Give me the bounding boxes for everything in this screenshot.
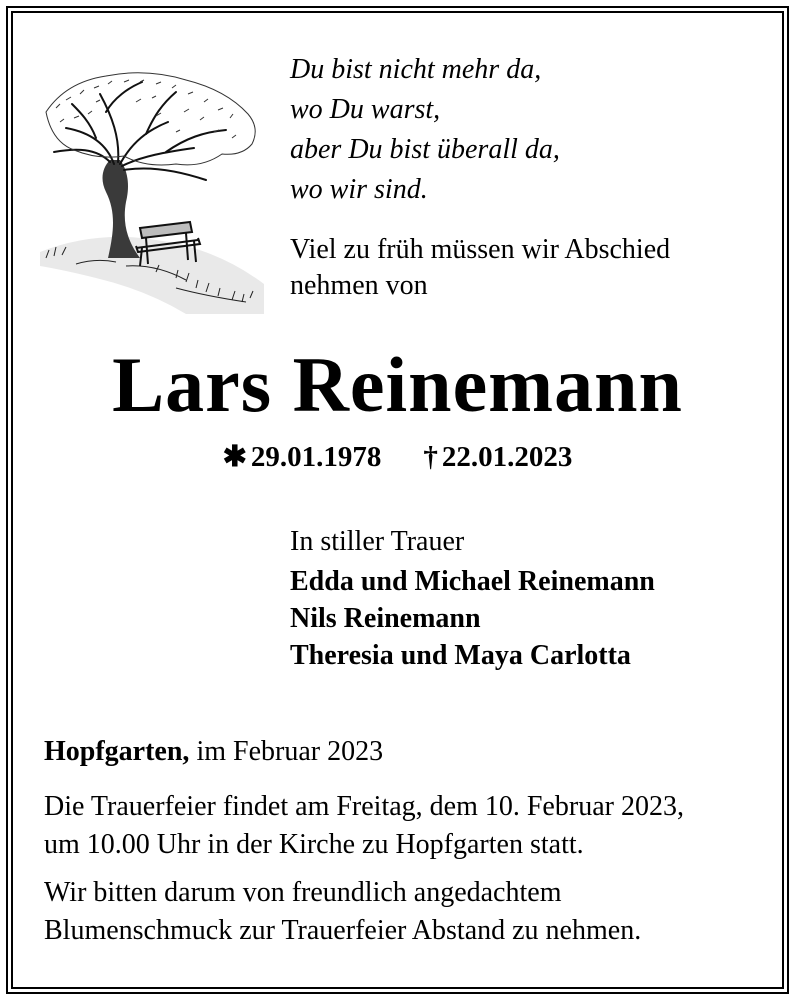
death-date: 22.01.2023	[441, 441, 573, 473]
birth-star-icon: ✱	[222, 441, 247, 473]
request-line: Blumenschmuck zur Trauerfeier Abstand zu nehmen.	[44, 915, 642, 946]
ceremony-notice	[44, 788, 684, 864]
mourners-block	[290, 523, 655, 674]
death-cross-icon: †	[423, 441, 438, 473]
poem	[290, 50, 560, 210]
mourners-heading: In stiller Trauer	[290, 526, 465, 557]
mourner-name: Nils Reinemann	[290, 603, 481, 634]
mourner-name: Theresia und Maya Carlotta	[290, 640, 631, 671]
poem-line: Du bist nicht mehr da,	[290, 54, 542, 85]
place-date: im Februar 2023	[196, 736, 384, 767]
ceremony-line: um 10.00 Uhr in der Kirche zu Hopfgarten statt.	[44, 829, 584, 860]
birth-date: 29.01.1978	[250, 441, 382, 473]
ceremony-line: Die Trauerfeier findet am Freitag, dem 10. Februar 2023,	[44, 791, 684, 822]
intro-line: nehmen von	[290, 270, 428, 301]
life-dates	[0, 437, 795, 477]
place-and-date	[44, 733, 383, 771]
intro-text	[290, 232, 670, 304]
poem-line: aber Du bist überall da,	[290, 134, 560, 165]
intro-line: Viel zu früh müssen wir Abschied	[290, 234, 671, 265]
deceased-name: Lars Reinemann	[112, 341, 683, 428]
poem-line: wo wir sind.	[290, 174, 428, 205]
flower-request	[44, 874, 641, 950]
poem-line: wo Du warst,	[290, 94, 441, 125]
place-town: Hopfgarten,	[44, 736, 190, 767]
request-line: Wir bitten darum von freundlich angedachtem	[44, 877, 562, 908]
mourner-name: Edda und Michael Reinemann	[290, 566, 655, 597]
tree-with-bench-icon	[36, 52, 268, 314]
